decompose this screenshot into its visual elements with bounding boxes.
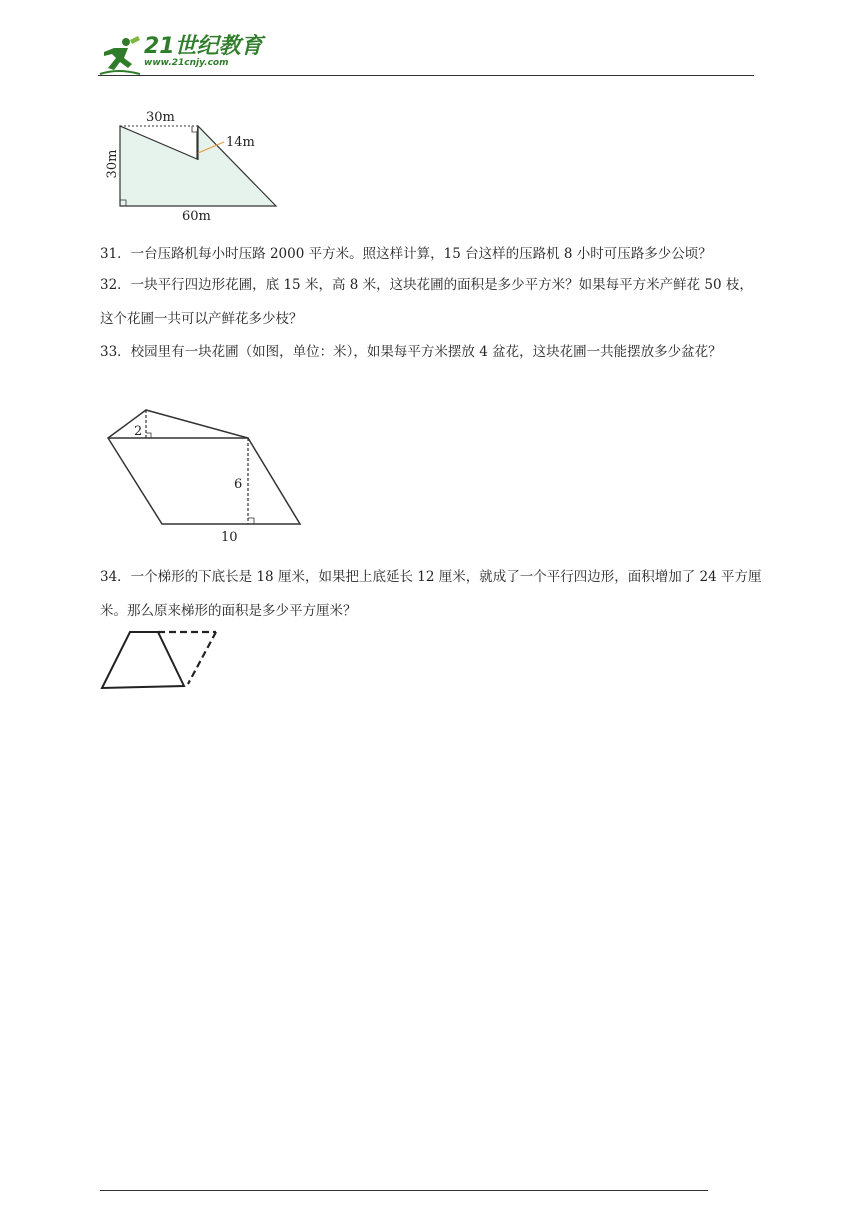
figure-garden-shape xyxy=(100,402,310,547)
logo-title: 21世纪教育 xyxy=(144,34,263,59)
question-32: 32．一块平行四边形花圃，底 15 米，高 8 米，这块花圃的面积是多少平方米？如果每平方米产鲜花 50 枝，这个花圃一共可以产鲜花多少枝？ xyxy=(100,277,753,327)
page-header xyxy=(0,0,860,80)
question-31: 31．一台压路机每小时压路 2000 平方米。照这样计算，15 台这样的压路机 8 小时可压路多少公顷？ xyxy=(100,246,712,262)
label-slant-14m: 14m xyxy=(226,135,255,150)
label-top-30m: 30m xyxy=(146,110,175,125)
right-angle-mark-para xyxy=(248,518,254,524)
footer-divider xyxy=(100,1190,708,1191)
trapezoid-outline xyxy=(102,632,184,688)
logo xyxy=(98,34,263,78)
label-triangle-height: 2 xyxy=(134,424,143,439)
runner-logo-icon xyxy=(98,34,142,78)
question-33: 33．校园里有一块花圃（如图，单位：米），如果每平方米摆放 4 盆花，这块花圃一共能摆放多少盆花？ xyxy=(100,344,722,360)
figure-trapezoid xyxy=(98,628,222,694)
label-para-height: 6 xyxy=(234,477,243,492)
header-divider xyxy=(98,75,754,76)
question-34: 34．一个梯形的下底长是 18 厘米，如果把上底延长 12 厘米，就成了一个平行四边形，面积增加了 24 平方厘米。那么原来梯形的面积是多少平方厘米？ xyxy=(100,569,762,619)
logo-url: www.21cnjy.com xyxy=(144,58,229,68)
label-bottom-60m: 60m xyxy=(182,209,211,224)
figure-composite-shape xyxy=(100,104,290,224)
label-side-30m: 30m xyxy=(105,149,120,179)
extended-side-dashed xyxy=(188,632,216,684)
label-base: 10 xyxy=(221,530,238,545)
